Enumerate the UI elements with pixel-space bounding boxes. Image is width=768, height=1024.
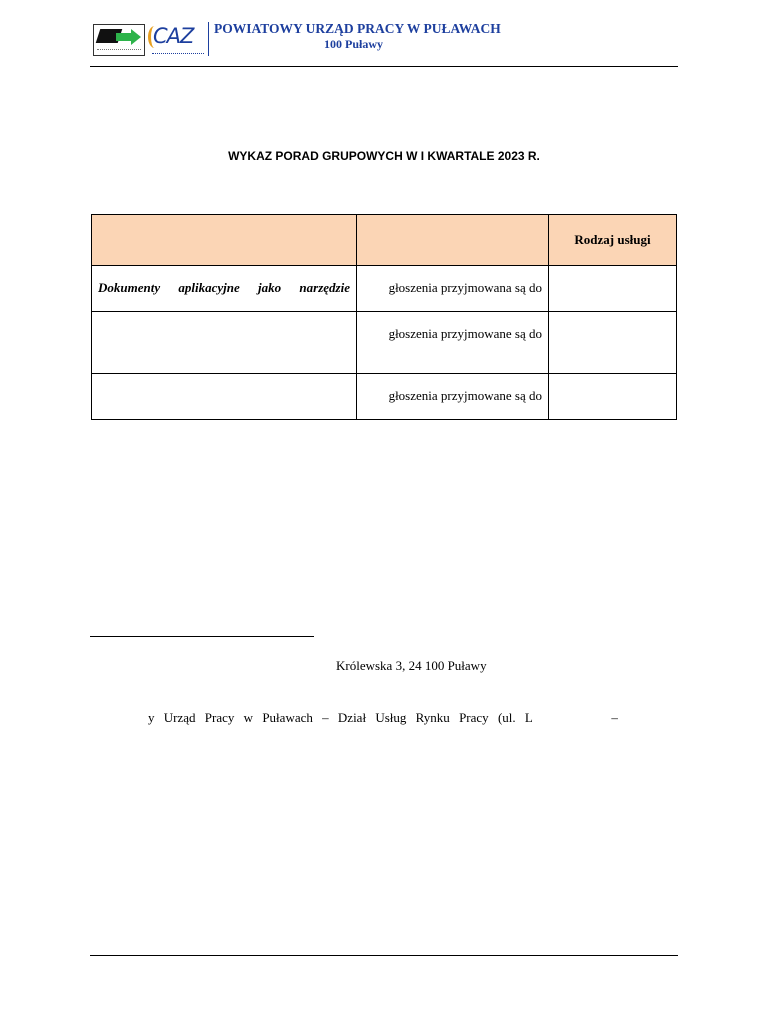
footnote-word: Pracy <box>459 710 489 725</box>
services-table <box>91 214 677 420</box>
footnote-word: Dział <box>337 710 367 725</box>
footnote-word: Pracy <box>204 710 235 725</box>
footnote-word: Urząd <box>163 710 196 725</box>
caz-logo-text: CAZ <box>153 24 194 48</box>
table-row <box>92 266 677 312</box>
footnote-word: (ul. <box>497 710 516 725</box>
footnote-word: – <box>611 710 618 725</box>
table-row <box>92 374 677 420</box>
footnote-word: L <box>524 710 533 725</box>
footnote-word: – <box>322 710 329 725</box>
header-rule <box>90 66 678 67</box>
table-cell-note: głoszenia przyjmowana są do <box>357 266 549 312</box>
table-cell-topic: Dokumenty aplikacyjne jako narzędzie <box>92 266 357 312</box>
office-city: 100 Puławy <box>324 37 384 51</box>
table-row <box>92 312 677 374</box>
stop-sign-arrow-logo <box>93 24 145 56</box>
table-cell-note: głoszenia przyjmowane są do <box>357 374 549 420</box>
footnote-word: Puławach <box>262 710 313 725</box>
table-cell <box>549 312 677 374</box>
footnote-word <box>542 710 602 726</box>
footnote-word: y <box>148 710 155 725</box>
footnote-address: Królewska 3, 24 100 Puławy <box>336 658 487 673</box>
header-separator <box>208 22 209 56</box>
caz-logo <box>148 22 206 56</box>
footnote-office <box>148 710 618 726</box>
table-cell-topic <box>92 312 357 374</box>
table-header-cell <box>357 215 549 266</box>
table-header-cell: Rodzaj usługi <box>549 215 677 266</box>
footer-rule <box>90 955 678 956</box>
document-title: WYKAZ PORAD GRUPOWYCH W I KWARTALE 2023 R. <box>228 149 540 163</box>
table-header-cell <box>92 215 357 266</box>
footnote-word: Rynku <box>415 710 450 725</box>
table-cell <box>549 266 677 312</box>
table-cell-topic <box>92 374 357 420</box>
table-cell-note: głoszenia przyjmowane są do <box>357 312 549 374</box>
footnote-separator <box>90 636 314 637</box>
table-cell <box>549 374 677 420</box>
page-header <box>90 20 678 66</box>
table-header-row <box>92 215 677 266</box>
office-name: POWIATOWY URZĄD PRACY W PUŁAWACH <box>214 21 501 36</box>
footnote-word: Usług <box>375 710 407 725</box>
footnote-word: w <box>243 710 254 725</box>
